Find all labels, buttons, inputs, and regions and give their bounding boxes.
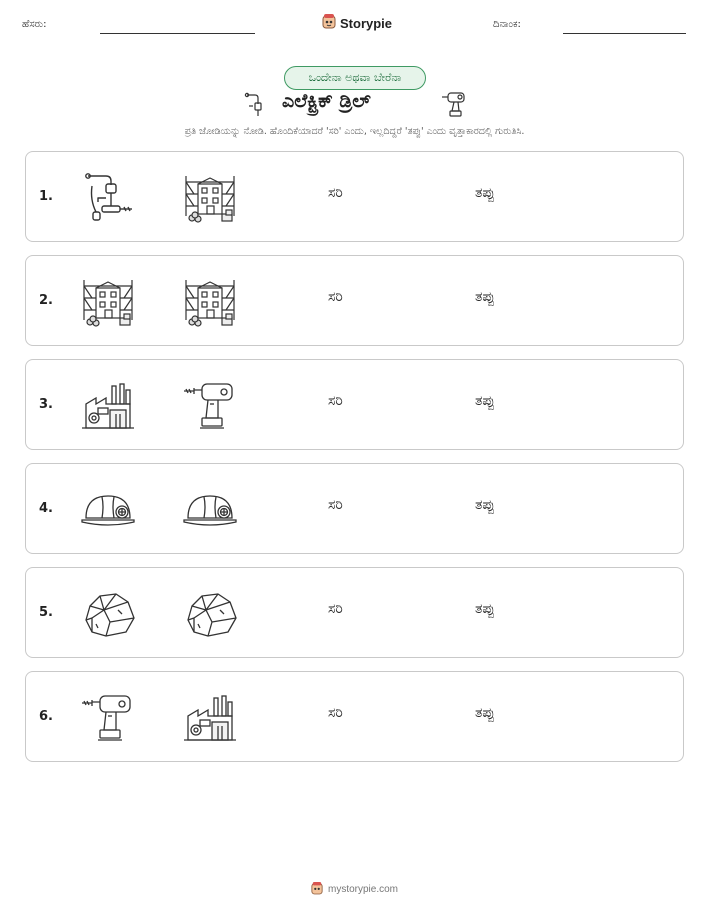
storypie-mascot-icon xyxy=(322,13,336,33)
option-correct[interactable]: ಸರಿ xyxy=(328,393,343,409)
question-number: 6. xyxy=(39,709,53,724)
question-card xyxy=(25,463,684,554)
footer-url: mystorypie.com xyxy=(327,884,398,895)
hard-hat-icon xyxy=(182,484,238,536)
hand-drill-icon xyxy=(80,172,136,224)
option-wrong[interactable]: ತಪ್ಪು xyxy=(475,497,495,513)
question-number: 4. xyxy=(39,501,53,516)
instructions: ಪ್ರತಿ ಜೋಡಿಯನ್ನು ನೋಡಿ. ಹೊಂದಿಕೆಯಾದರೆ 'ಸರಿ' ಎಂದು, ಇಲ್ಲದಿದ್ದರೆ 'ತಪ್ಪು' ಎಂದು ವೃತ್ತಾಕಾರದಲ್ಲಿ ಗುರುತಿಸಿ. xyxy=(184,126,525,137)
title-row xyxy=(0,88,709,120)
name-label: ಹೆಸರು: xyxy=(22,19,47,30)
option-correct[interactable]: ಸರಿ xyxy=(328,705,343,721)
option-wrong[interactable]: ತಪ್ಪು xyxy=(475,185,495,201)
date-label: ದಿನಾಂಕ: xyxy=(493,19,521,30)
question-card xyxy=(25,567,684,658)
question-number: 1. xyxy=(39,189,53,204)
construction-site-icon xyxy=(80,276,136,328)
rock-icon xyxy=(182,588,238,640)
option-correct[interactable]: ಸರಿ xyxy=(328,497,343,513)
question-number: 3. xyxy=(39,397,53,412)
question-number: 5. xyxy=(39,605,53,620)
date-line xyxy=(563,33,686,34)
option-wrong[interactable]: ತಪ್ಪು xyxy=(475,705,495,721)
factory-icon xyxy=(80,380,136,432)
option-correct[interactable]: ಸರಿ xyxy=(328,185,343,201)
factory-icon xyxy=(182,692,238,744)
option-wrong[interactable]: ತಪ್ಪು xyxy=(475,393,495,409)
page-title: ಎಲೆಕ್ಟ್ರಿಕ್ ಡ್ರಿಲ್ xyxy=(282,90,371,112)
construction-site-icon xyxy=(182,172,238,224)
electric-drill-icon xyxy=(440,89,470,123)
option-wrong[interactable]: ತಪ್ಪು xyxy=(475,601,495,617)
question-card xyxy=(25,359,684,450)
question-card xyxy=(25,151,684,242)
name-line xyxy=(100,33,255,34)
option-correct[interactable]: ಸರಿ xyxy=(328,289,343,305)
question-card xyxy=(25,255,684,346)
hand-drill-icon xyxy=(243,92,267,122)
question-card xyxy=(25,671,684,762)
rock-icon xyxy=(80,588,136,640)
option-wrong[interactable]: ತಪ್ಪು xyxy=(475,289,495,305)
electric-drill-icon xyxy=(80,692,136,744)
construction-site-icon xyxy=(182,276,238,328)
footer xyxy=(0,880,709,899)
storypie-mascot-icon xyxy=(311,880,323,899)
worksheet-type-badge: ಒಂದೇನಾ ಅಥವಾ ಬೇರೆನಾ xyxy=(284,66,426,90)
electric-drill-icon xyxy=(182,380,238,432)
option-correct[interactable]: ಸರಿ xyxy=(328,601,343,617)
hard-hat-icon xyxy=(80,484,136,536)
brand-name: Storypie xyxy=(340,15,393,31)
brand-logo xyxy=(322,13,392,33)
question-number: 2. xyxy=(39,293,53,308)
